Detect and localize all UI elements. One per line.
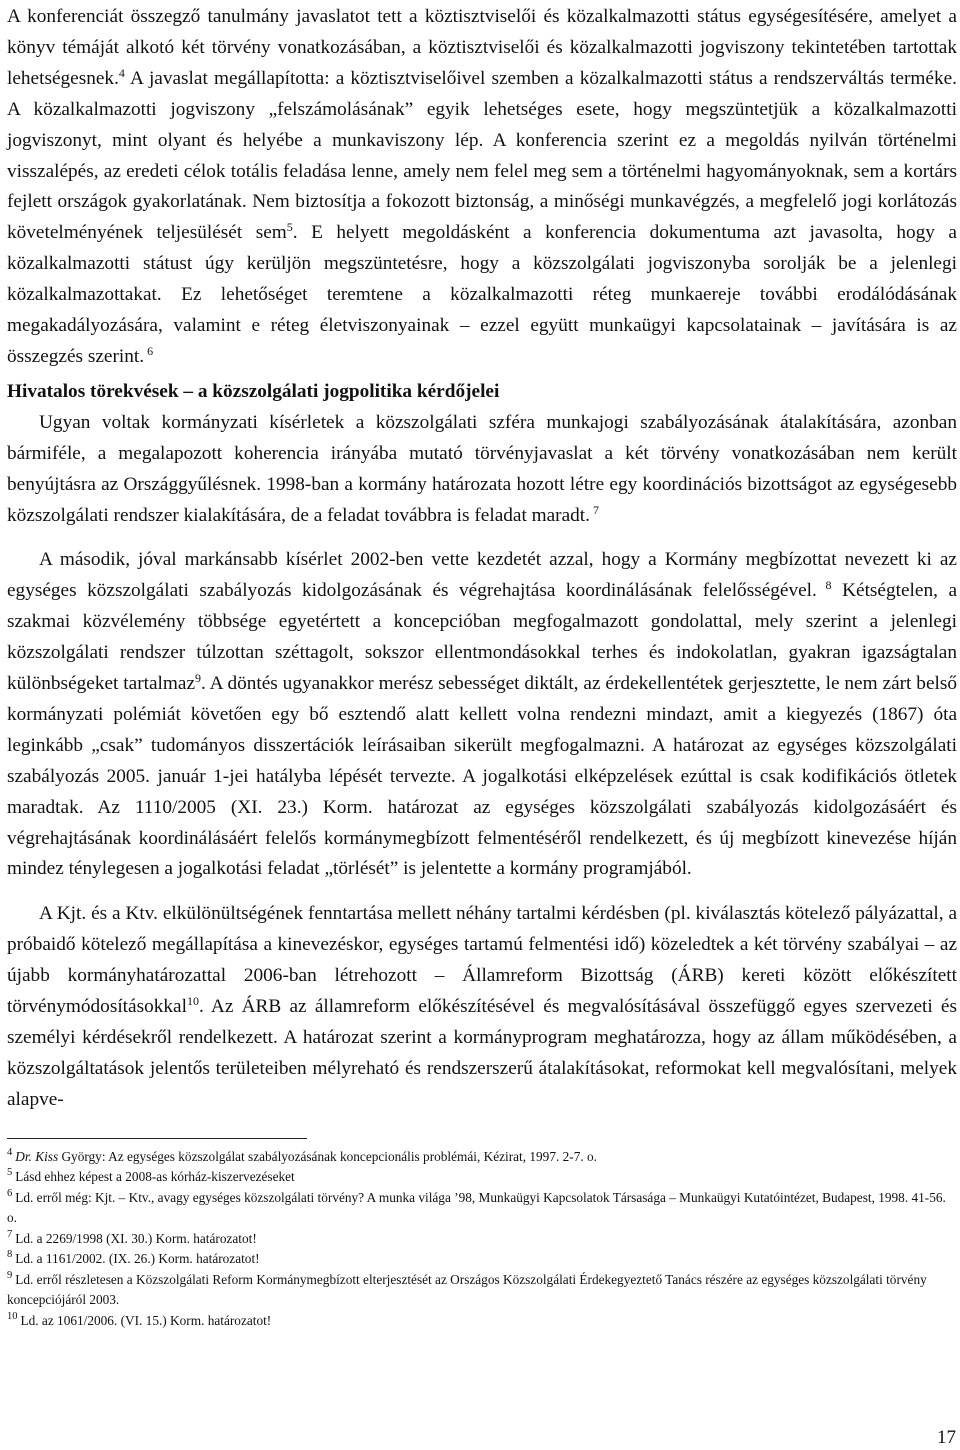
- paragraph-4-text-b: . Az ÁRB az államreform előkészítésével és megvalósításával összefüggő egyes szervezeti és személyi kérdésekről rendelkezett. A határozat szerint a kormányprogram meghatározza, hogy az állam működésében, a közszolgáltatások jelentős területeiben mélyreható és rendszerszerű átalakításokat, reformokat kell megvalósítani, melyek alapve-: [7, 996, 957, 1110]
- footnote-number: 4: [7, 1146, 13, 1158]
- footnote-number: 9: [7, 1269, 13, 1281]
- footnote-ref-10[interactable]: 10: [186, 994, 199, 1009]
- paragraph-4: [7, 899, 957, 1115]
- paragraph-2: [7, 408, 957, 532]
- footnote-separator: [7, 1138, 307, 1139]
- footnotes: [7, 1147, 957, 1332]
- paragraph-1-text-b: A javaslat megállapította: a köztisztviselőivel szemben a közalkalmazotti státus a rendszerváltás terméke. A közalkalmazotti jogviszony „felszámolásának” egyik lehetséges esete, hogy megszüntetjük a közalkalmazotti jogviszonyt, mint olyant és helyébe a munkaviszony lép. A konferencia szerint ez a megoldás nyilván történelmi visszalépés, az eredeti célok totális feladása lenne, amely nem felel meg sem a történelmi hagyományoknak, sem a kortárs fejlett országok gyakorlatának. Nem biztosítja a fokozott biztonság, a minőségi munkavégzés, a megfelelő jogi korlátozás követelményének teljesülését sem: [7, 67, 957, 244]
- footnote-text: Ld. a 1161/2002. (IX. 26.) Korm. határozatot!: [15, 1251, 260, 1267]
- footnote-7: [7, 1229, 957, 1250]
- footnote-text: Ld. erről még: Kjt. – Ktv., avagy egységes közszolgálati törvény? A munka világa ’98, Munkaügyi Kapcsolatok Társasága – Munkaügyi Kutatóintézet, Budapest, 1998. 41-56. o.: [7, 1189, 946, 1226]
- footnote-4: [7, 1147, 957, 1168]
- paragraph-3-text-c: . A döntés ugyanakkor merész sebességet diktált, az érdekellentétek gerjesztette, le nem zárt belső kormányzati polémiát követően egy bő esztendő alatt kellett volna rendezni mindazt, amit a kiegyezés (1867) óta leginkább „csak” tudományos disszertációk leírásaiban sikerült megfogalmazni. A határozat az egységes közszolgálati szabályozás 2005. január 1-jei hatályba lépését tervezte. A jogalkotási elképzelések ezúttal is csak kodifikációs ötletek maradtak. Az 1110/2005 (XI. 23.) Korm. határozat az egységes közszolgálati szabályozás kidolgozásáért és végrehajtásának koordinálásáért felelős kormánymegbízott felmentéséről rendelkezett, és új megbízott kinevezése híján mindez ténylegesen a jogalkotási feladat „törlését” is jelentette a kormány programjából.: [7, 673, 958, 880]
- footnote-5: [7, 1167, 957, 1188]
- footnote-8: [7, 1249, 957, 1270]
- paragraph-2-text-a: Ugyan voltak kormányzati kísérletek a közszolgálati szféra munkajogi szabályozásának átalakítására, azonban bármiféle, a megalapozott koherencia irányába mutató törvényjavaslat a két törvény vonatkozásában nem került benyújtásra az Országgyűlésnek. 1998-ban a kormány határozata hozott létre egy koordinációs bizottságot az egységesebb közszolgálati rendszer kialakítására, de a feladat továbbra is feladat maradt.: [7, 411, 957, 526]
- footnote-number: 10: [7, 1310, 18, 1322]
- footnote-text: György: Az egységes közszolgálat szabályozásának koncepcionális problémái, Kézirat, 1997. 2-7. o.: [58, 1148, 597, 1164]
- document-page: [7, 2, 957, 1331]
- footnote-text: Ld. az 1061/2006. (VI. 15.) Korm. határozatot!: [20, 1312, 272, 1328]
- section-heading: Hivatalos törekvések – a közszolgálati jogpolitika kérdőjelei: [7, 380, 500, 402]
- paragraph-1: [7, 2, 957, 373]
- paragraph-3-text-a: A második, jóval markánsabb kísérlet 2002-ben vette kezdetét azzal, hogy a Kormány megbízottat nevezett ki az egységes közszolgálati szabályozás kidolgozásának és végrehajtása koordinálásának felelősségével.: [7, 549, 957, 602]
- footnote-ref-4[interactable]: 4: [118, 65, 125, 80]
- paragraph-3-text-b: Kétségtelen, a szakmai közvélemény többsége egyetértett a koncepcióban megfogalmazott gondolattal, mely szerint a jelenlegi közszolgálati rendszer túlzottan széttagolt, sokszor ellentmondásokkal terhes és indokolatlan, gyakran igazságtalan különbségeket tartalmaz: [7, 580, 958, 695]
- footnote-text: Lásd ehhez képest a 2008-as kórház-kiszervezéseket: [15, 1169, 295, 1185]
- footnote-ref-6[interactable]: 6: [144, 343, 154, 358]
- footnote-10: [7, 1311, 957, 1332]
- footnote-number: 5: [7, 1167, 13, 1179]
- footnote-number: 8: [7, 1249, 13, 1261]
- footnote-9: [7, 1270, 957, 1311]
- footnote-ref-8[interactable]: 8: [816, 578, 832, 593]
- footnote-ref-5[interactable]: 5: [286, 220, 293, 235]
- paragraph-3: [7, 545, 957, 885]
- footnote-text: Ld. erről részletesen a Közszolgálati Reform Kormánymegbízott elterjesztését az Országos Közszolgálati Érdekegyeztető Tanács részére az egységes közszolgálati törvény koncepciójáról 2003.: [7, 1271, 927, 1308]
- footnote-6: [7, 1188, 957, 1229]
- footnote-ref-9[interactable]: 9: [195, 671, 202, 686]
- paragraph-4-text-a: A Kjt. és a Ktv. elkülönültségének fenntartása mellett néhány tartalmi kérdésben (pl. kiválasztás kötelező pályázattal, a próbaidő kötelező megállapítása a kinevezéskor, egységes tartamú felmentési idő) közeledtek a két törvény szabályai – az újabb kormányhatározattal 2006-ban létrehozott – Államreform Bizottság (ÁRB) kereti között előkészített törvénymódosításokkal: [7, 903, 957, 1018]
- paragraph-1-text-c: . E helyett megoldásként a konferencia dokumentuma azt javasolta, hogy a közalkalmazotti státust úgy kerüljön megszüntetésre, hogy a közszolgálati jogviszonyba sorolják be a jelenlegi közalkalmazottakat. Ez lehetőséget teremtene a közalkalmazotti réteg munkaereje további erodálódásának megakadályozására, valamint e réteg életviszonyainak – ezzel együtt munkaügyi kapcsolatainak – javítására is az összegzés szerint.: [7, 222, 957, 367]
- footnote-number: 6: [7, 1187, 13, 1199]
- footnote-text: Ld. a 2269/1998 (XI. 30.) Korm. határozatot!: [15, 1230, 257, 1246]
- footnote-ref-7[interactable]: 7: [589, 502, 599, 517]
- footnote-author: Dr. Kiss: [15, 1148, 59, 1164]
- footnote-number: 7: [7, 1228, 13, 1240]
- page-number: 17: [937, 1427, 956, 1448]
- paragraph-1-text-a: A konferenciát összegző tanulmány javaslatot tett a köztisztviselői és közalkalmazotti státus egységesítésére, amelyet a könyv témáját alkotó két törvény vonatkozásában, a köztisztviselői és közalkalmazotti jogviszony tekintetében tartottak lehetségesnek.: [7, 6, 957, 89]
